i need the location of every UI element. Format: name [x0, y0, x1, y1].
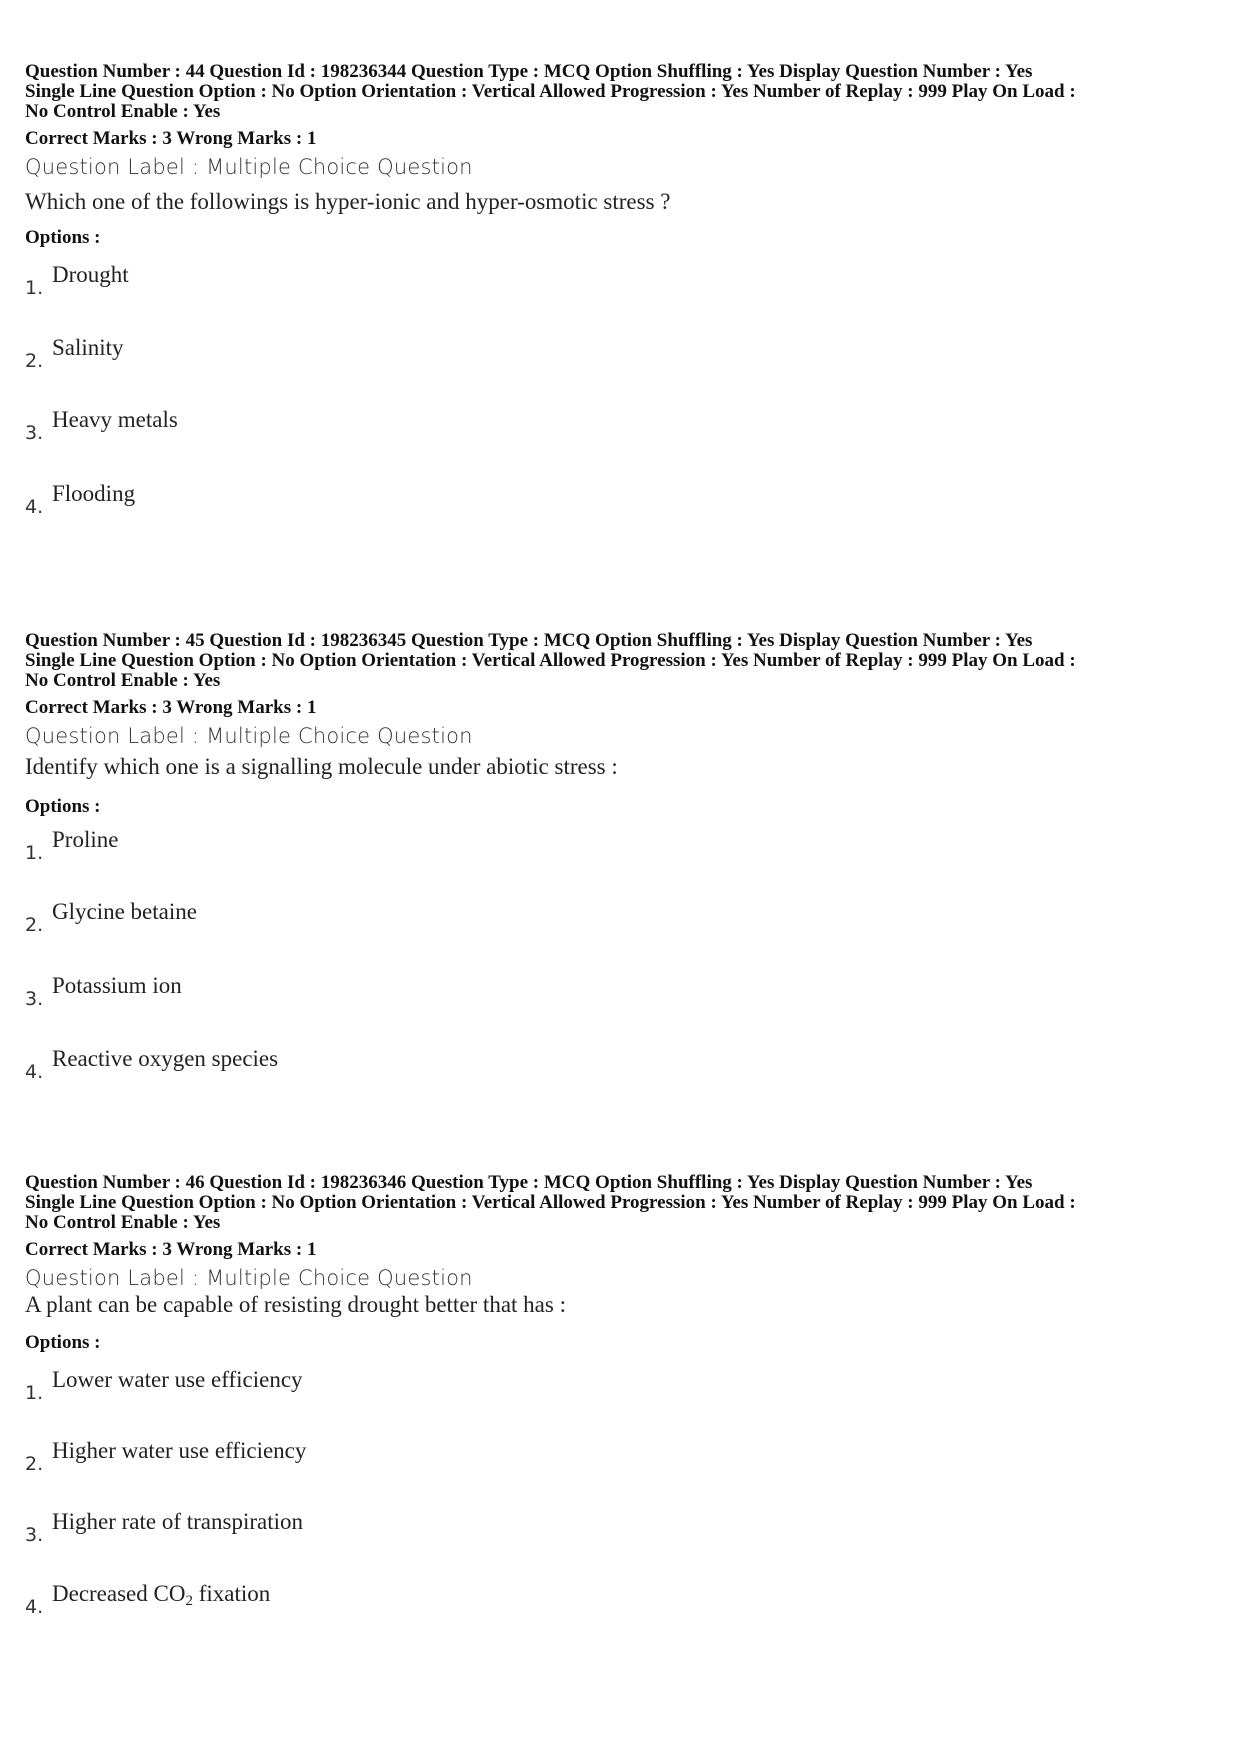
- question-label: Question Label : Multiple Choice Question: [25, 724, 473, 748]
- options-list: [25, 1354, 1215, 1654]
- question-label: Question Label : Multiple Choice Question: [25, 155, 473, 179]
- option-number: 3.: [25, 422, 44, 444]
- options-list: [25, 249, 1215, 549]
- meta-line: Question Number : 45 Question Id : 198236345 Question Type : MCQ Option Shuffling : Yes Display Question Number : Yes: [25, 630, 1033, 651]
- option-number: 2.: [25, 350, 44, 372]
- marks-line: Correct Marks : 3 Wrong Marks : 1: [25, 1239, 317, 1260]
- options-title: Options :: [25, 796, 101, 817]
- option-text: Heavy metals: [52, 407, 178, 432]
- option-number: 4.: [25, 1061, 44, 1083]
- option-text: Higher water use efficiency: [52, 1438, 307, 1463]
- marks-line: Correct Marks : 3 Wrong Marks : 1: [25, 128, 317, 149]
- option-number: 4.: [25, 496, 44, 518]
- option-number: 2.: [25, 914, 44, 936]
- meta-line: Single Line Question Option : No Option Orientation : Vertical Allowed Progression : Yes Number of Replay : 999 Play On Load :: [25, 650, 1076, 671]
- meta-line: Question Number : 46 Question Id : 198236346 Question Type : MCQ Option Shuffling : Yes Display Question Number : Yes: [25, 1172, 1033, 1193]
- meta-line: Question Number : 44 Question Id : 198236344 Question Type : MCQ Option Shuffling : Yes Display Question Number : Yes: [25, 61, 1033, 82]
- option-text-subscript: 2: [185, 1593, 193, 1609]
- option-number: 3.: [25, 988, 44, 1010]
- option-text: Proline: [52, 827, 119, 852]
- options-title: Options :: [25, 1332, 101, 1353]
- question-text: Which one of the followings is hyper-ionic and hyper-osmotic stress ?: [25, 189, 671, 214]
- options-title: Options :: [25, 227, 101, 248]
- question-meta: [25, 62, 1215, 122]
- option-text: Higher rate of transpiration: [52, 1509, 303, 1534]
- option-number: 1.: [25, 842, 44, 864]
- question-block: [25, 631, 1215, 1108]
- question-meta: [25, 1173, 1215, 1233]
- marks-line: Correct Marks : 3 Wrong Marks : 1: [25, 697, 317, 718]
- option-text: Drought: [52, 262, 129, 287]
- option-number: 4.: [25, 1596, 44, 1618]
- option-text: Salinity: [52, 335, 124, 360]
- question-text: Identify which one is a signalling molecule under abiotic stress :: [25, 754, 618, 779]
- option-text: Reactive oxygen species: [52, 1046, 279, 1071]
- option-text-pre: Decreased CO: [52, 1581, 186, 1606]
- option-text-post: fixation: [192, 1581, 271, 1606]
- option-text: Lower water use efficiency: [52, 1367, 303, 1392]
- question-text: A plant can be capable of resisting drought better that has :: [25, 1292, 566, 1317]
- option-text: Potassium ion: [52, 973, 182, 998]
- question-label: Question Label : Multiple Choice Question: [25, 1266, 473, 1290]
- meta-line: No Control Enable : Yes: [25, 670, 221, 691]
- question-block: [25, 62, 1215, 549]
- option-number: 1.: [25, 1382, 44, 1404]
- option-number: 1.: [25, 277, 44, 299]
- question-block: [25, 1173, 1215, 1654]
- meta-line: Single Line Question Option : No Option Orientation : Vertical Allowed Progression : Yes Number of Replay : 999 Play On Load :: [25, 81, 1076, 102]
- option-number: 2.: [25, 1453, 44, 1475]
- option-text: Glycine betaine: [52, 899, 197, 924]
- question-meta: [25, 631, 1215, 691]
- meta-line: No Control Enable : Yes: [25, 101, 221, 122]
- option-text: [52, 1581, 270, 1610]
- options-list: [25, 818, 1215, 1108]
- option-number: 3.: [25, 1524, 44, 1546]
- meta-line: Single Line Question Option : No Option Orientation : Vertical Allowed Progression : Yes Number of Replay : 999 Play On Load :: [25, 1192, 1076, 1213]
- meta-line: No Control Enable : Yes: [25, 1212, 221, 1233]
- option-text: Flooding: [52, 481, 136, 506]
